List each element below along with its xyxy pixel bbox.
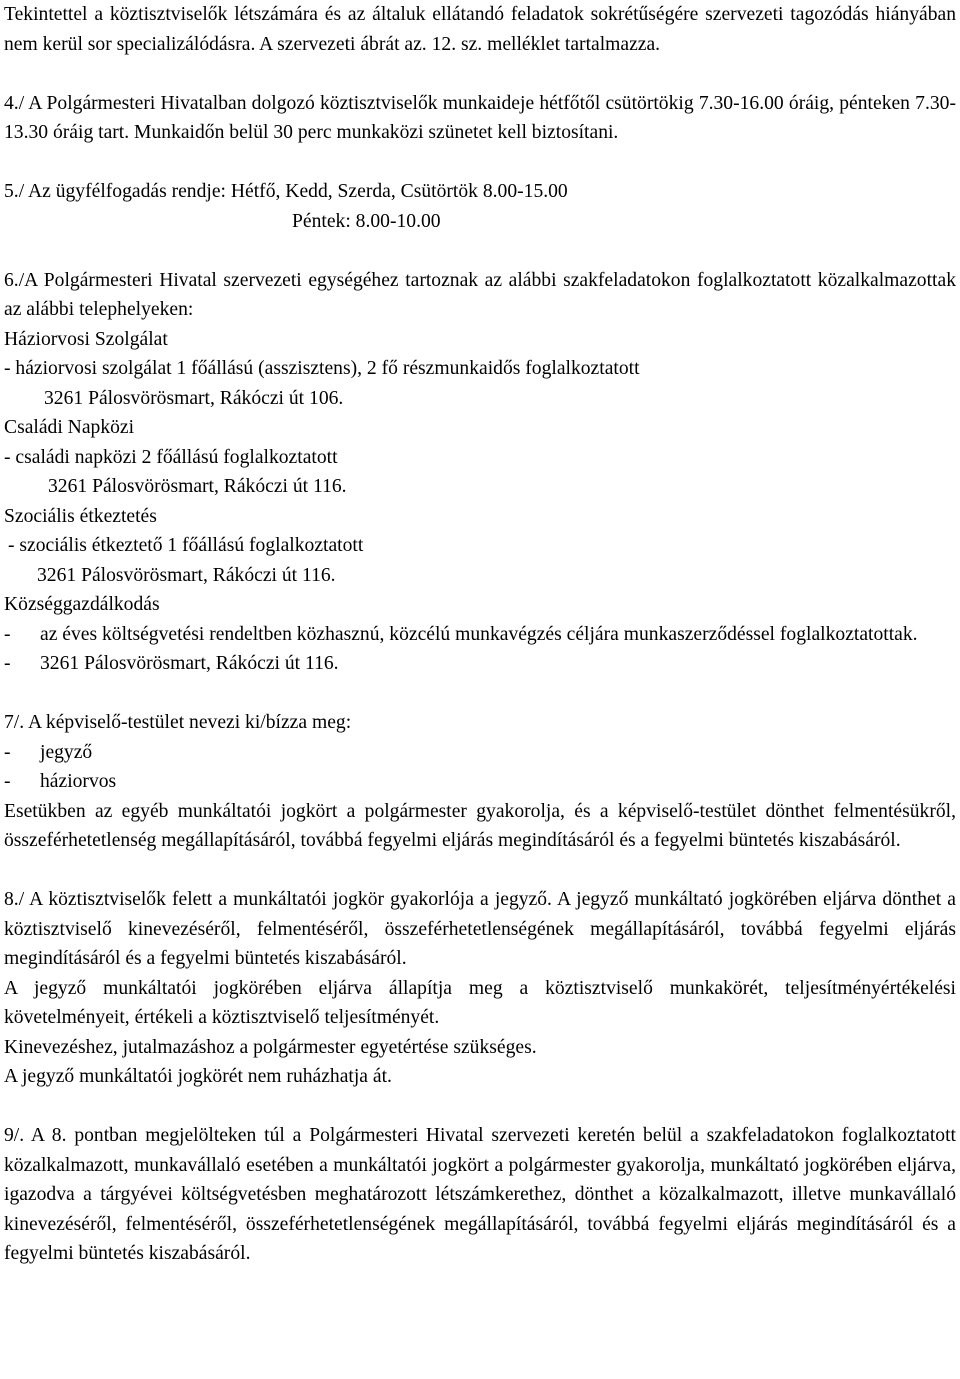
service-1-line: - háziorvosi szolgálat 1 főállású (asszisztens), 2 fő részmunkaidős foglalkoztatott (4, 358, 640, 379)
service-4-title: Községgazdálkodás (4, 594, 160, 615)
section-7-item-2-text: háziorvos (40, 771, 117, 792)
spacer (4, 856, 956, 886)
dash-marker: - (4, 741, 11, 763)
spacer (4, 679, 956, 709)
section-8-paragraph-c: Kinevezéshez, jutalmazáshoz a polgármester egyetértése szükséges. (4, 1036, 537, 1058)
service-3-address: 3261 Pálosvörösmart, Rákóczi út 116. (37, 564, 336, 586)
service-2-title: Családi Napközi (4, 417, 135, 438)
section-8-paragraph-d: A jegyző munkáltatói jogkörét nem ruházhatja át. (4, 1066, 392, 1087)
section-6-intro: 6./A Polgármesteri Hivatal szervezeti egységéhez tartoznak az alábbi szakfeladatokon foglalkoztatott közalkalmazottak az alábbi telephelyeken: (4, 269, 956, 320)
intro-paragraph: Tekintettel a köztisztviselők létszámára és az általuk ellátandó feladatok sokrétűségére szervezeti tagozódás hiányában nem kerül sor specializálódásra. A szervezeti ábrát az. 12. sz. melléklet tartalmazza. (4, 4, 956, 55)
section-5-line-2: Péntek: 8.00-10.00 (292, 210, 441, 232)
dash-marker: - (4, 771, 11, 792)
service-3-line: - szociális étkeztető 1 főállású foglalkoztatott (8, 535, 364, 556)
service-1-title: Háziorvosi Szolgálat (4, 328, 168, 350)
section-7-text: Esetükben az egyéb munkáltatói jogkört a polgármester gyakorolja, és a képviselő-testület dönthet felmentésükről, összeférhetetlenség megállapításáról, továbbá fegyelmi eljárás megindításáról és a fegyelmi büntetés kiszabásáról. (4, 800, 956, 851)
service-2-line: - családi napközi 2 főállású foglalkoztatott (4, 446, 338, 468)
dash-marker: - (4, 653, 11, 674)
section-7-item-2 (4, 767, 956, 797)
service-2-address: 3261 Pálosvörösmart, Rákóczi út 116. (48, 476, 347, 497)
spacer (4, 1092, 956, 1122)
section-7-item-1-text: jegyző (40, 741, 93, 763)
section-7-item-1 (4, 738, 956, 768)
section-5-line-1: 5./ Az ügyfélfogadás rendje: Hétfő, Kedd, Szerda, Csütörtök 8.00-15.00 (4, 181, 568, 202)
service-4-item-2 (4, 649, 956, 679)
service-4-item-1 (4, 620, 956, 650)
service-4-item-1-text: az éves költségvetési rendeltben közhasznú, közcélú munkavégzés céljára munkaszerződéssel foglalkoztatottak. (40, 623, 918, 645)
section-7-intro: 7/. A képviselő-testület nevezi ki/bízza meg: (4, 712, 352, 733)
service-3-title: Szociális étkeztetés (4, 505, 157, 527)
service-4-item-2-text: 3261 Pálosvörösmart, Rákóczi út 116. (40, 653, 339, 674)
spacer (4, 59, 956, 89)
spacer (4, 148, 956, 178)
service-1-address: 3261 Pálosvörösmart, Rákóczi út 106. (44, 387, 344, 409)
section-4-paragraph: 4./ A Polgármesteri Hivatalban dolgozó köztisztviselők munkaideje hétfőtől csütörtökig 7.30-16.00 óráig, pénteken 7.30-13.30 óráig tart. Munkaidőn belül 30 perc munkaközi szünetet kell biztosítani. (4, 92, 956, 143)
section-8-paragraph-b: A jegyző munkáltatói jogkörében eljárva állapítja meg a köztisztviselő munkakörét, teljesítményértékelési követelményeit, értékeli a köztisztviselő teljesítményét. (4, 977, 956, 1028)
dash-marker: - (4, 623, 11, 645)
spacer (4, 236, 956, 266)
section-8-paragraph-a: 8./ A köztisztviselők felett a munkáltatói jogkör gyakorlója a jegyző. A jegyző munkáltató jogkörében eljárva dönthet a köztisztviselő kinevezéséről, felmentéséről, összeférhetetlenségének megállapításáról, továbbá fegyelmi eljárás megindításáról és a fegyelmi büntetés kiszabásáról. (4, 889, 956, 969)
section-9-paragraph: 9/. A 8. pontban megjelölteken túl a Polgármesteri Hivatal szervezeti keretén belül a szakfeladatokon foglalkoztatott közalkalmazott, munkavállaló esetében a munkáltatói jogkört a polgármester gyakorolja, munkáltató jogkörében eljárva, igazodva a tárgyévei költségvetésben meghatározott létszámkerethez, dönthet a közalkalmazott, illetve munkavállaló kinevezéséről, felmentéséről, összeférhetetlenségének megállapításáról, továbbá fegyelmi eljárás megindításáról és a fegyelmi büntetés kiszabásáról. (4, 1125, 956, 1264)
